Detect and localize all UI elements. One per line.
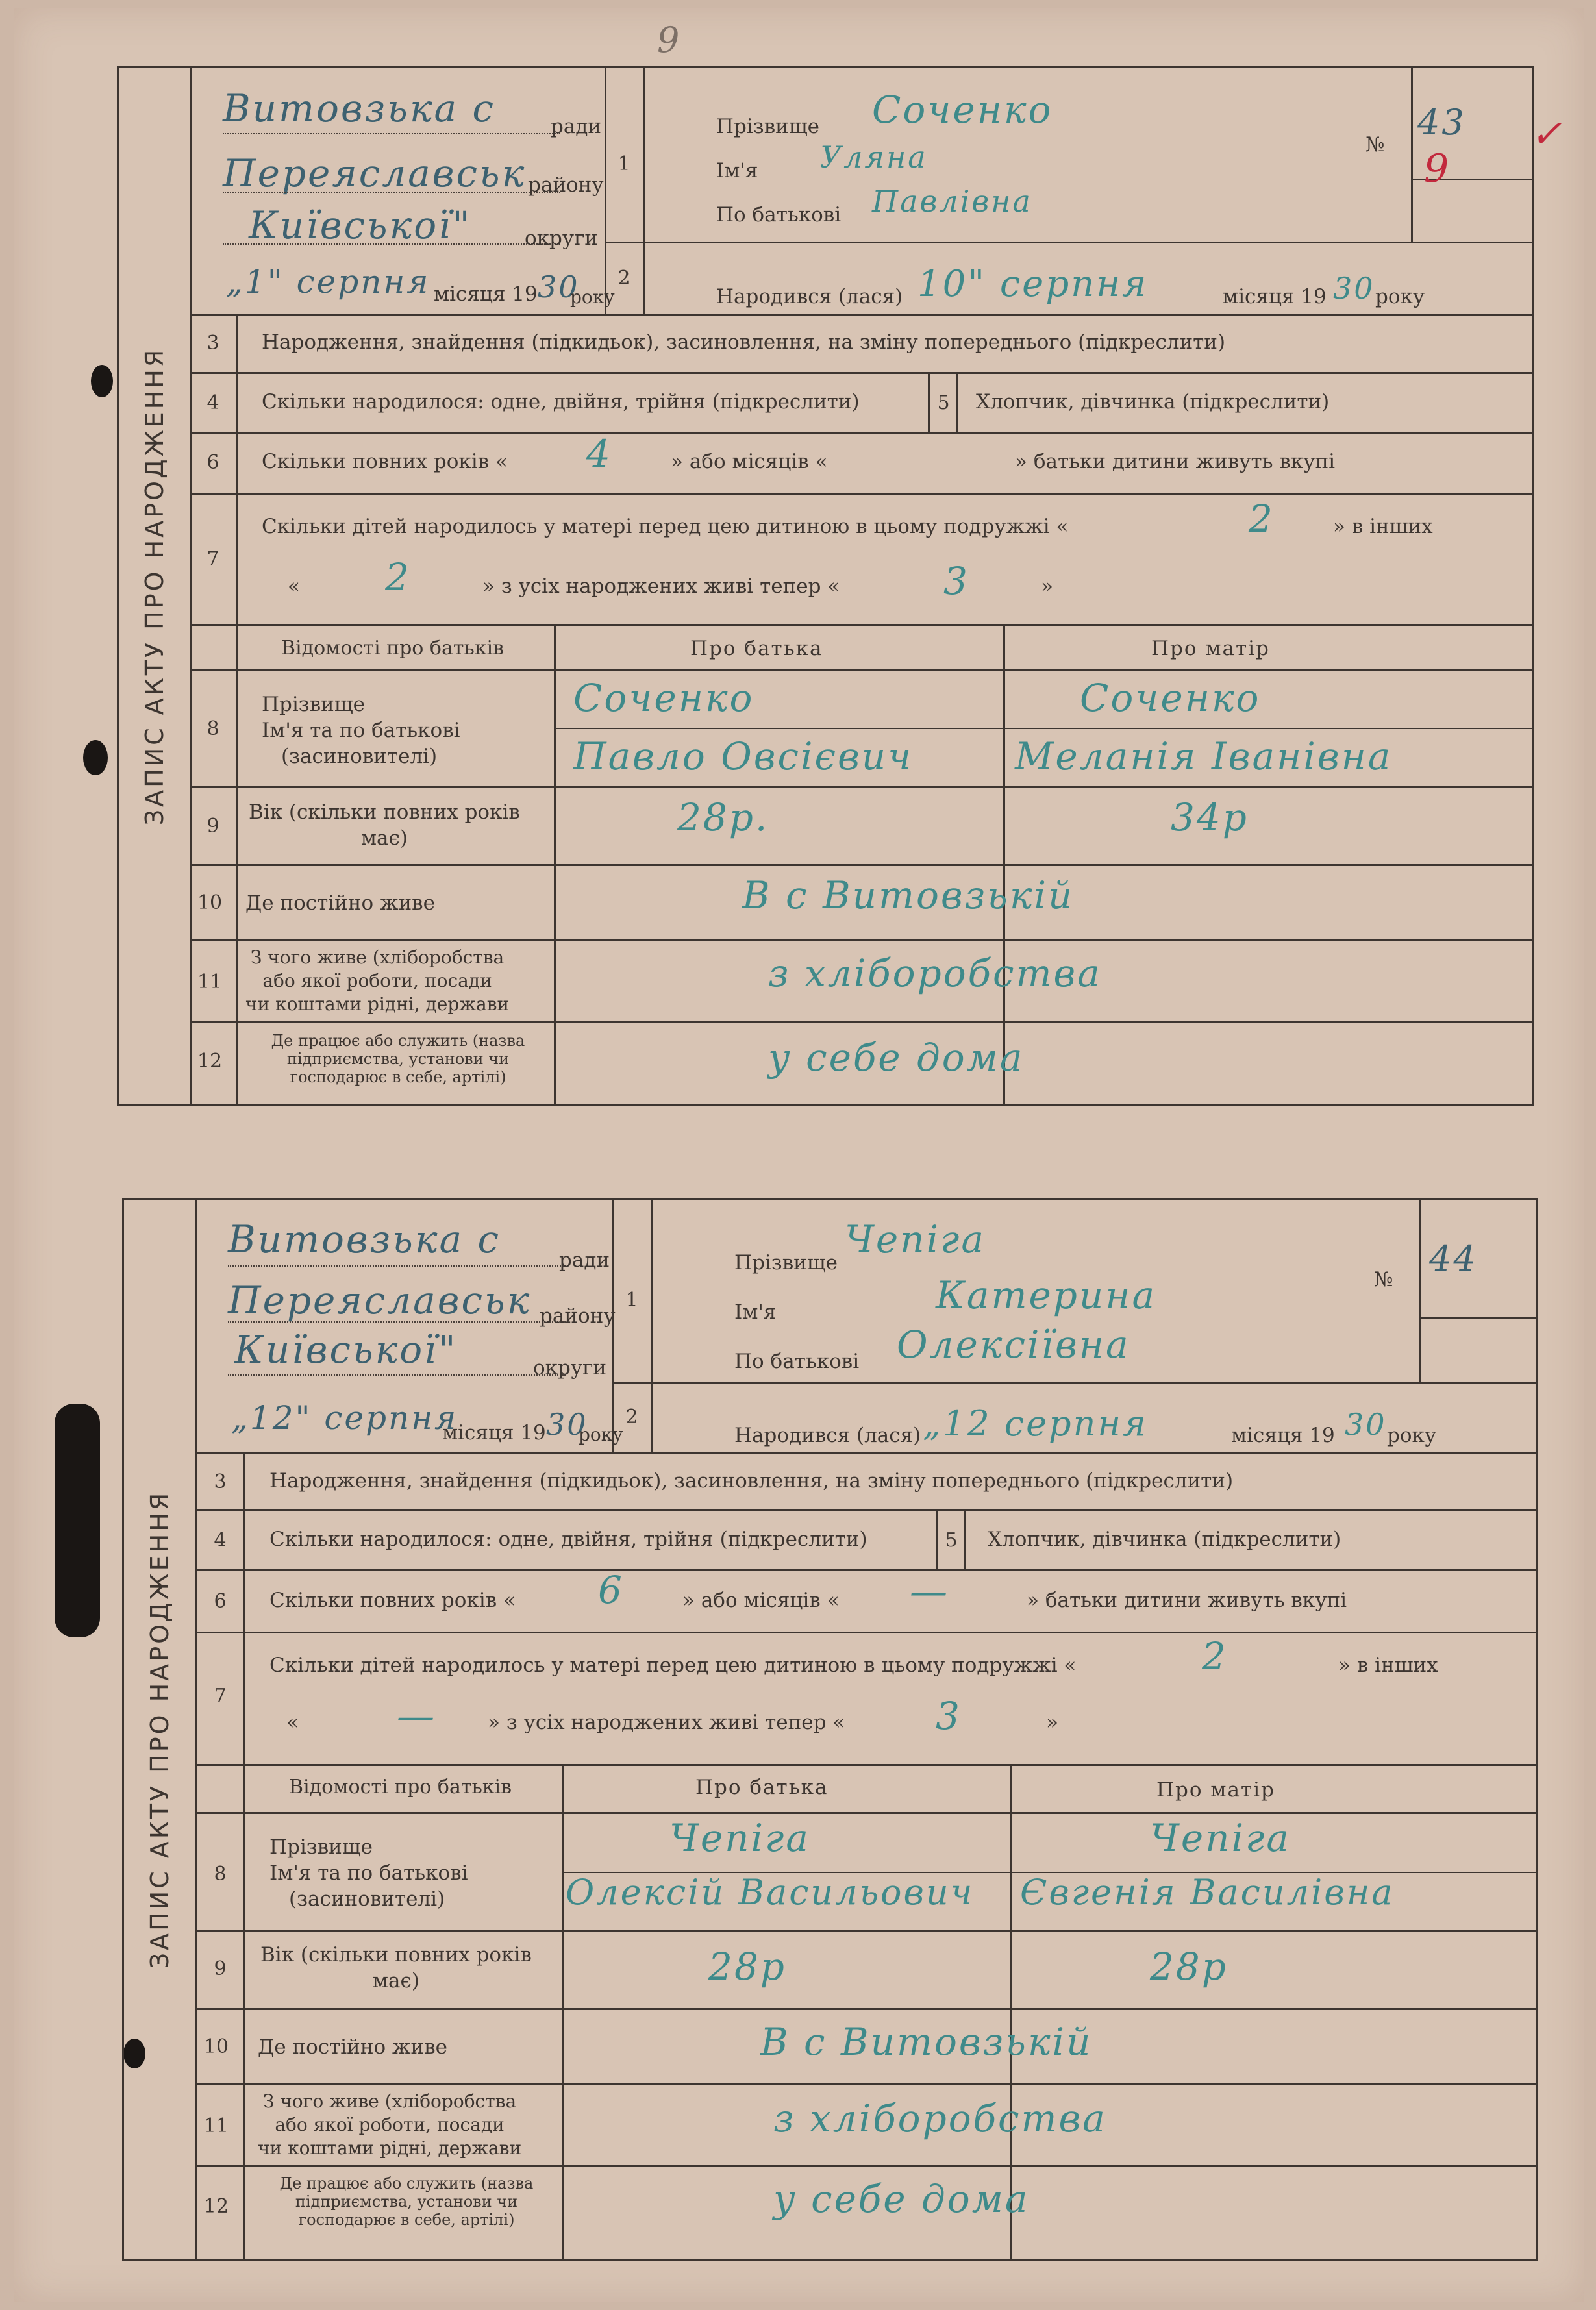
registration-year-value: 30 (538, 269, 580, 304)
label-rayon: району (540, 1304, 616, 1328)
record-spine (119, 68, 192, 1104)
row12-line3: господарює в себе, артілі) (290, 1068, 506, 1086)
row12-label (254, 2174, 559, 2229)
row-number: 9 (214, 1957, 227, 1980)
row5-label: Хлопчик, дівчинка (підкреслити) (976, 390, 1330, 414)
father-surname-value: Соченко (573, 676, 754, 720)
row8-label (262, 691, 460, 769)
work-value: у себе дома (773, 2177, 1030, 2221)
mother-surname-value: Чепіга (1150, 1816, 1291, 1860)
row-number: 3 (206, 332, 219, 354)
label-year: року (570, 286, 615, 308)
row7-label-a: Скільки дітей народилось у матері перед цею дитиною в цьому подружжі « (262, 515, 1069, 538)
father-name-value: Олексій Васильович (566, 1872, 975, 1913)
father-header: Про батька (695, 1776, 829, 1799)
parents-header: Відомості про батьків (281, 637, 505, 660)
birth-record-2 (122, 1198, 1538, 2261)
record-number-value: 43 (1417, 102, 1466, 143)
row8-line2: Ім'я та по батькові (262, 719, 460, 742)
row6-label-c: » батьки дитини живуть вкупі (1015, 450, 1336, 473)
child-name-value: Катерина (936, 1273, 1157, 1317)
village-value: Витовзька с (223, 86, 495, 130)
row-number: 1 (617, 153, 630, 175)
livelihood-value: з хліборобства (768, 951, 1102, 995)
row-number: 7 (206, 547, 219, 570)
row-number: 7 (214, 1685, 227, 1708)
children-other-value: — (397, 1694, 436, 1738)
row-number: 6 (206, 451, 219, 474)
label-month: місяця 19 (434, 282, 538, 306)
row12-line2: підприємства, установи чи (295, 2192, 518, 2211)
label-number: № (1374, 1268, 1393, 1291)
row11-line2: або якої роботи, посади (275, 2114, 505, 2135)
label-surname: Прізвище (716, 115, 819, 138)
row8-line3: (засиновителі) (281, 745, 438, 768)
row11-line1: З чого живе (хліборобства (262, 2091, 517, 2112)
label-born: Народився (лася) (734, 1424, 921, 1447)
row3-label: Народження, знайдення (підкидьок), засиновлення, на зміну попереднього (підкреслити) (269, 1469, 1234, 1493)
label-rada: ради (559, 1248, 610, 1272)
row12-line1: Де працює або служить (назва (279, 2174, 534, 2192)
birth-record-1 (117, 66, 1534, 1106)
years-together-value: 4 (586, 432, 612, 476)
parents-header: Відомості про батьків (289, 1776, 512, 1798)
row12-line2: підприємства, установи чи (286, 1050, 510, 1068)
label-name: Ім'я (734, 1300, 777, 1324)
district-value: Переяславськ (228, 1278, 532, 1323)
row-number: 8 (214, 1863, 227, 1885)
row-number: 4 (214, 1529, 227, 1552)
row9-line1: Вік (скільки повних років (260, 1943, 532, 1967)
row7-label-d: » з усіх народжених живі тепер « (488, 1711, 845, 1734)
spine-title: ЗАПИС АКТУ ПРО НАРОДЖЕННЯ (140, 347, 169, 826)
mother-age-value: 34р (1171, 795, 1249, 839)
label-rada: ради (551, 115, 602, 138)
work-value: у себе дома (768, 1036, 1025, 1080)
row-number: 12 (203, 2195, 229, 2218)
row11-line3: чи коштами рідні, держави (258, 2137, 522, 2159)
label-rayon: району (528, 173, 604, 197)
child-patronymic-value: Павлівна (872, 184, 1032, 219)
row-number: 11 (203, 2115, 229, 2137)
district-value: Переяславськ (223, 151, 527, 195)
punch-hole-1 (91, 365, 113, 397)
label-number: № (1365, 133, 1385, 156)
residence-value: В с Витовзькій (760, 2020, 1093, 2064)
alive-now-value: 3 (936, 1694, 962, 1738)
mother-age-value: 28р (1150, 1944, 1228, 1989)
row12-label (245, 1032, 551, 1086)
father-surname-value: Чепіга (669, 1816, 810, 1860)
row-number: 2 (617, 267, 630, 290)
months-together-value: — (910, 1569, 949, 1613)
row7-label-e: » (1046, 1711, 1058, 1734)
okruga-value: Київської" (249, 203, 472, 247)
row7-label-b: » в інших (1333, 515, 1433, 538)
row-number: 4 (206, 391, 219, 414)
row6-label-c: » батьки дитини живуть вкупі (1027, 1589, 1347, 1612)
label-okruga: округи (533, 1356, 607, 1380)
label-year: року (1375, 285, 1425, 308)
row-number: 5 (937, 391, 950, 414)
row12-line3: господарює в себе, артілі) (298, 2211, 515, 2229)
mother-header: Про матір (1156, 1778, 1275, 1802)
punch-hole-2 (83, 740, 108, 775)
row7-label-c: « (286, 1711, 299, 1734)
livelihood-value: з хліборобства (773, 2096, 1107, 2141)
row9-line1: Вік (скільки повних років (249, 801, 520, 824)
children-other-value: 2 (385, 555, 411, 599)
row11-line3: чи коштами рідні, держави (245, 993, 510, 1015)
row9-line2: має) (360, 826, 408, 850)
child-patronymic-value: Олексіївна (897, 1323, 1130, 1367)
row5-label: Хлопчик, дівчинка (підкреслити) (988, 1528, 1341, 1551)
row10-label: Де постійно живе (258, 2035, 447, 2059)
row11-label (245, 946, 509, 1016)
mother-header: Про матір (1151, 637, 1270, 660)
row4-label: Скільки народилося: одне, двійня, трійня (підкреслити) (269, 1528, 867, 1551)
label-month: місяця 19 (1231, 1424, 1335, 1447)
row3-text: Народження, знайдення (підкидьок), засиновлення, на зміну попереднього (підкреслити) (262, 330, 1226, 354)
label-born: Народився (лася) (716, 285, 903, 308)
alive-now-value: 3 (943, 559, 969, 603)
row7-label-d: » з усіх народжених живі тепер « (482, 575, 840, 598)
label-patronymic: По батькові (716, 203, 842, 227)
row-number: 12 (197, 1050, 223, 1073)
row3-label (262, 330, 1225, 354)
father-age-value: 28р (708, 1944, 786, 1989)
row-number: 10 (197, 891, 223, 914)
row6-label-a: Скільки повних років « (262, 450, 508, 473)
row-number: 9 (206, 815, 219, 838)
birth-date-value: 10" серпня (917, 263, 1149, 305)
label-month: місяця 19 (442, 1421, 546, 1445)
label-month: місяця 19 (1223, 285, 1327, 308)
record-spine (124, 1200, 197, 2259)
row8-line1: Прізвище (262, 693, 365, 716)
row-number: 1 (625, 1289, 638, 1311)
record-number-red: 9 (1424, 146, 1451, 192)
row7-label-b: » в інших (1338, 1654, 1438, 1677)
spine-title: ЗАПИС АКТУ ПРО НАРОДЖЕННЯ (145, 1490, 174, 1969)
row-number: 10 (203, 2035, 229, 2058)
row-number: 3 (214, 1471, 227, 1493)
row8-line1: Прізвище (269, 1835, 373, 1859)
birth-date-value: „12 серпня (923, 1403, 1148, 1444)
row8-label (269, 1834, 468, 1912)
children-this-marriage-value: 2 (1202, 1634, 1228, 1678)
village-value: Витовзька с (228, 1217, 501, 1261)
registration-year-value: 30 (546, 1407, 588, 1442)
label-okruga: округи (525, 227, 599, 250)
row6-label-a: Скільки повних років « (269, 1589, 516, 1612)
mother-name-value: Меланія Іванівна (1015, 734, 1393, 778)
child-name-value: Уляна (820, 140, 928, 175)
row-number: 6 (214, 1590, 227, 1613)
row11-line1: З чого живе (хліборобства (250, 947, 505, 968)
row8-line2: Ім'я та по батькові (269, 1861, 468, 1885)
row-number: 11 (197, 971, 223, 993)
row7-label-c: « (288, 575, 300, 598)
row11-label (258, 2090, 521, 2160)
residence-value: В с Витовзькій (742, 873, 1075, 917)
children-this-marriage-value: 2 (1249, 497, 1275, 541)
father-header: Про батька (690, 637, 823, 660)
birth-year-value: 30 (1345, 1407, 1387, 1442)
row12-line1: Де працює або служить (назва (271, 1032, 525, 1050)
registration-date-value: „12" серпня (231, 1399, 458, 1437)
row6-label-b: » або місяців « (682, 1589, 840, 1612)
row-number: 2 (625, 1406, 638, 1428)
red-check-mark: ✓ (1530, 112, 1564, 156)
row8-line3: (засиновителі) (289, 1887, 445, 1911)
document-page (14, 8, 1584, 2302)
punch-hole-3 (55, 1404, 100, 1637)
record-number-value: 44 (1429, 1238, 1478, 1279)
page-number: 9 (657, 19, 682, 60)
row7-label-a: Скільки дітей народилось у матері перед цею дитиною в цьому подружжі « (269, 1654, 1077, 1677)
label-surname: Прізвище (734, 1251, 838, 1274)
row11-line2: або якої роботи, посади (262, 970, 492, 991)
father-name-value: Павло Овсієвич (573, 734, 914, 778)
row9-label (260, 1942, 532, 1994)
mother-surname-value: Соченко (1080, 676, 1261, 720)
row10-label: Де постійно живе (245, 891, 435, 915)
child-surname-value: Чепіга (845, 1217, 986, 1261)
row9-label (249, 799, 520, 851)
father-age-value: 28р. (677, 795, 769, 839)
label-name: Ім'я (716, 159, 758, 182)
mother-name-value: Євгенія Василівна (1020, 1872, 1395, 1913)
row6-label-b: » або місяців « (671, 450, 828, 473)
okruga-value: Київської" (234, 1328, 458, 1372)
row7-label-e: » (1041, 575, 1053, 598)
row9-line2: має) (372, 1969, 419, 1993)
label-year: року (579, 1424, 623, 1445)
row-number: 5 (945, 1529, 958, 1552)
row4-label: Скільки народилося: одне, двійня, трійня (підкреслити) (262, 390, 860, 414)
label-year: року (1387, 1424, 1437, 1447)
row-number: 8 (206, 717, 219, 740)
years-together-value: 6 (598, 1568, 624, 1612)
birth-year-value: 30 (1333, 271, 1375, 306)
label-patronymic: По батькові (734, 1350, 860, 1373)
child-surname-value: Соченко (872, 88, 1053, 132)
registration-date-value: „1" серпня (226, 263, 430, 301)
